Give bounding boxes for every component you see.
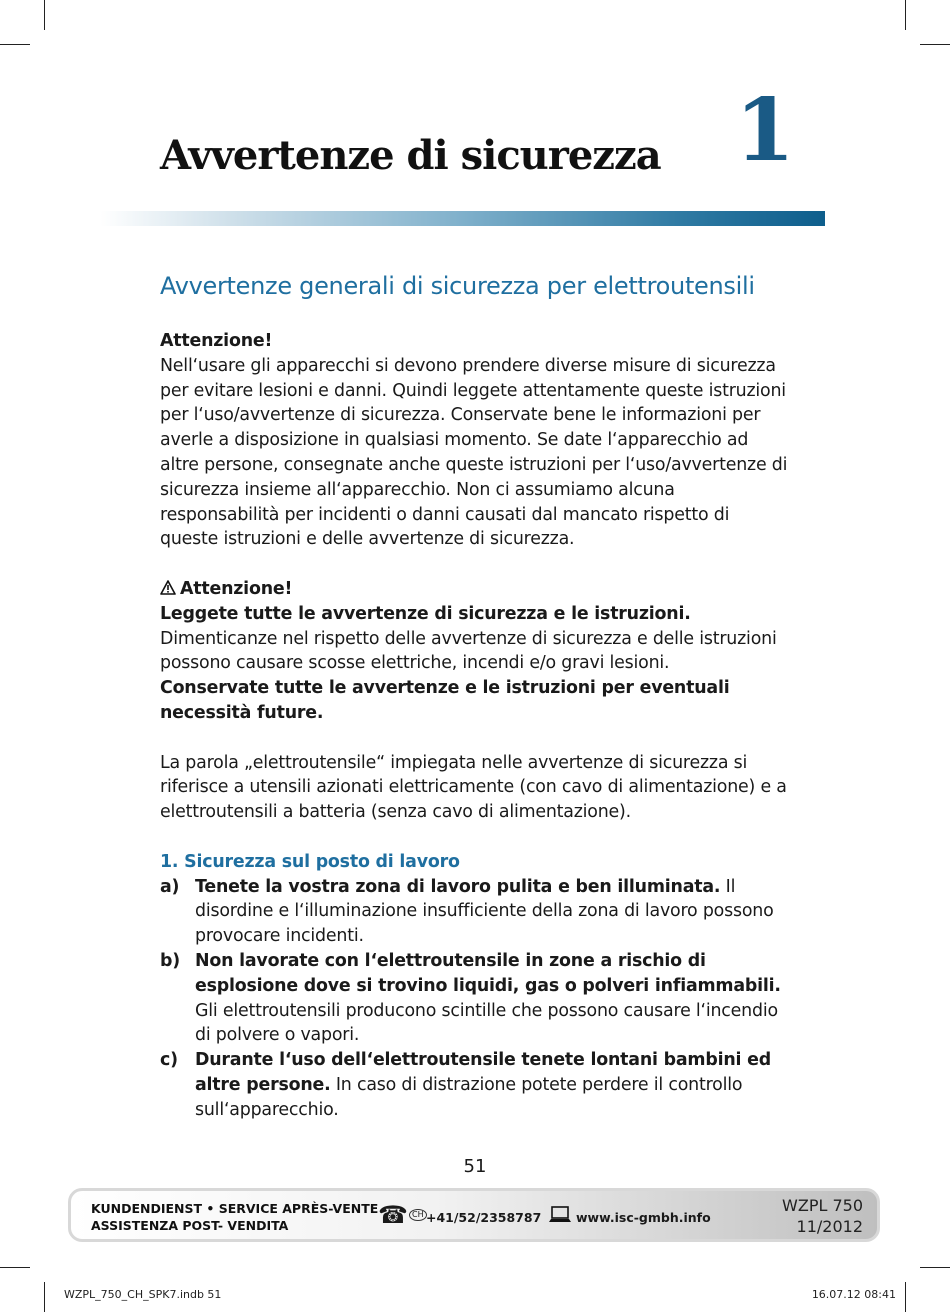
- list-item: [160, 949, 792, 1048]
- list-item-label: b): [160, 950, 180, 971]
- warning-bold-text: Leggete tutte le avvertenze di sicurezza e le istruzioni.: [160, 603, 691, 624]
- crop-mark: [0, 44, 30, 45]
- crop-mark: [44, 1282, 45, 1312]
- section-heading: 1. Sicurezza sul posto di lavoro: [160, 851, 460, 872]
- list-item-body: In caso di distrazione potete perdere il controllo sull‘apparecchio.: [195, 1074, 743, 1120]
- country-code-badge: CH: [409, 1209, 427, 1221]
- crop-mark: [920, 1267, 950, 1268]
- list-item-text: [195, 875, 792, 949]
- laptop-icon: [548, 1205, 572, 1229]
- warning-heading: [160, 577, 792, 602]
- attention-heading: Attenzione!: [160, 331, 273, 351]
- keep-instructions-text: Conservate tutte le avvertenze e le istruzioni per eventuali necessità future.: [160, 678, 730, 723]
- page-title: Avvertenze di sicurezza: [160, 132, 661, 179]
- print-file-info: WZPL_750_CH_SPK7.indb 51: [64, 1288, 222, 1301]
- intro-paragraph: Nell‘usare gli apparecchi si devono prendere diverse misure di sicurezza per evitare lesioni e danni. Quindi leggete attentamente queste istruzioni per l‘uso/avvertenze di sicurezza. Conservate bene le informazioni per averle a disposizione in qualsiasi momento. Se date l‘apparecchio ad altre persone, consegnate anche queste istruzioni per l‘uso/avvertenze di sicurezza insieme all‘apparecchio. Non ci assumiamo alcuna responsabilità per incidenti o danni causati dal mancato rispetto di queste istruzioni e delle avvertenze di sicurezza.: [160, 355, 788, 550]
- warning-heading-text: Attenzione!: [180, 578, 293, 599]
- list-item-body: Il disordine e l‘illuminazione insufficiente della zona di lavoro possono provocare incidenti.: [195, 876, 774, 947]
- crop-mark: [44, 0, 45, 30]
- crop-mark: [0, 1267, 30, 1268]
- website-link[interactable]: www.isc-gmbh.info: [576, 1210, 711, 1225]
- list-item: [160, 1048, 792, 1122]
- page-number: 51: [463, 1156, 487, 1177]
- telephone-icon: ☎: [378, 1201, 408, 1229]
- section-subtitle: Avvertenze generali di sicurezza per elettroutensili: [160, 272, 755, 300]
- phone-number: +41/52/2358787: [426, 1210, 542, 1225]
- list-item-text: [195, 1048, 792, 1122]
- service-line-2: ASSISTENZA POST- VENDITA: [91, 1218, 289, 1233]
- crop-mark: [905, 1282, 906, 1312]
- model-name: WZPL 750: [782, 1196, 863, 1215]
- body-content: [160, 329, 792, 1123]
- model-info: [782, 1195, 863, 1237]
- list-item-text: [195, 949, 792, 1048]
- crop-mark: [920, 44, 950, 45]
- list-item-bold: Non lavorate con l‘elettroutensile in zone a rischio di esplosione dove si trovino liquidi, gas o polveri infiammabili.: [195, 950, 781, 996]
- list-item-label: c): [160, 1050, 178, 1071]
- list-item-bold: Tenete la vostra zona di lavoro pulita e ben illuminata.: [195, 876, 721, 897]
- list-item: [160, 875, 792, 949]
- list-item-label: a): [160, 876, 180, 897]
- crop-mark: [905, 0, 906, 30]
- print-timestamp: 16.07.12 08:41: [811, 1288, 896, 1301]
- list-item-body: Gli elettroutensili producono scintille che possono causare l‘incendio di polvere o vapori.: [195, 1000, 778, 1046]
- chapter-number: 1: [735, 80, 795, 181]
- model-date: 11/2012: [796, 1217, 863, 1236]
- service-line-1: KUNDENDIENST • SERVICE APRÈS-VENTE: [91, 1201, 379, 1216]
- warning-paragraph: [160, 602, 792, 676]
- service-footer: [68, 1188, 880, 1242]
- warning-text: Dimenticanze nel rispetto delle avvertenze di sicurezza e delle istruzioni possono causare scosse elettriche, incendi e/o gravi lesioni.: [160, 628, 777, 674]
- service-label: [91, 1200, 378, 1234]
- title-gradient-bar: [100, 211, 825, 226]
- warning-triangle-icon: [160, 577, 180, 602]
- definition-paragraph: La parola „elettroutensile“ impiegata nelle avvertenze di sicurezza si riferisce a utensili azionati elettricamente (con cavo di alimentazione) e a elettroutensili a batteria (senza cavo di alimentazione).: [160, 752, 787, 823]
- list-item-bold: Durante l‘uso dell‘elettroutensile tenete lontani bambini ed altre persone.: [195, 1050, 771, 1095]
